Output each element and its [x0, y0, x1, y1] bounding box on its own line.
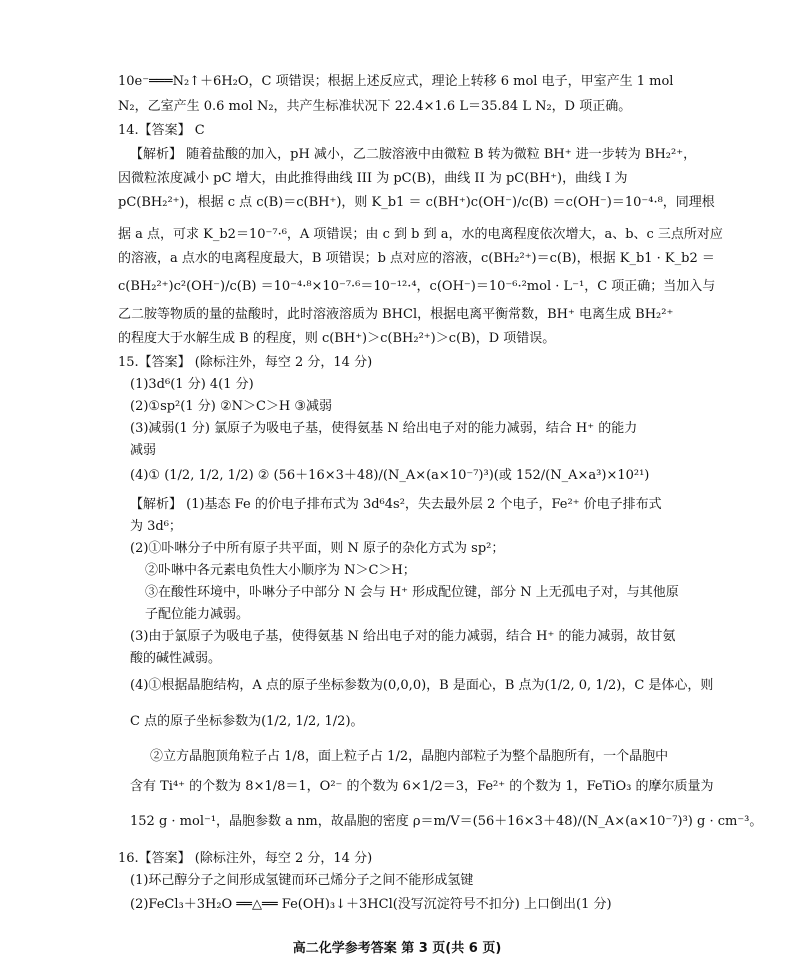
text-line-l27: C 点的原子坐标参数为(1/2, 1/2, 1/2)。 [130, 714, 364, 729]
text-line-l32: (1)环己醇分子之间形成氢键而环己烯分子之间不能形成氢键 [130, 873, 474, 888]
text-line-l14: (2)①sp²(1 分) ②N＞C＞H ③减弱 [130, 399, 333, 414]
text-line-l04: 【解析】 随着盐酸的加入，pH 减小，乙二胺溶液中由微粒 B 转为微粒 BH⁺ 进一步转为 BH₂²⁺， [130, 147, 697, 162]
text-line-l31: 16.【答案】 (除标注外，每空 2 分，14 分) [118, 851, 373, 866]
text-line-l25: 酸的碱性减弱。 [130, 651, 222, 666]
text-line-l05: 因微粒浓度减小 pC 增大，由此推得曲线 III 为 pC(B)，曲线 II 为 pC(BH⁺)，曲线 I 为 [118, 171, 628, 186]
text-line-l22: ③在酸性环境中，卟啉分子中部分 N 会与 H⁺ 形成配位键，部分 N 上无孤电子对，与其他原 [145, 585, 679, 600]
text-line-l15: (3)减弱(1 分) 氯原子为吸电子基，使得氨基 N 给出电子对的能力减弱，结合 H⁺ 的能力 [130, 421, 638, 436]
text-line-l20: (2)①卟啉分子中所有原子共平面，则 N 原子的杂化方式为 sp²； [130, 541, 505, 556]
text-line-l26: (4)①根据晶胞结构，A 点的原子坐标参数为(0,0,0)，B 是面心，B 点为(1/2, 0, 1/2)，C 是体心，则 [130, 678, 714, 693]
text-line-l29: 含有 Ti⁴⁺ 的个数为 8×1/8＝1，O²⁻ 的个数为 6×1/2＝3，Fe²⁺ 的个数为 1，FeTiO₃ 的摩尔质量为 [130, 779, 714, 794]
text-line-l10: 乙二胺等物质的量的盐酸时，此时溶液溶质为 BHCl，根据电离平衡常数，BH⁺ 电离生成 BH₂²⁺ [118, 307, 674, 322]
text-line-l28: ②立方晶胞顶角粒子占 1/8，面上粒子占 1/2，晶胞内部粒子为整个晶胞所有，一个晶胞中 [150, 749, 669, 764]
page-footer: 高二化学参考答案 第 3 页(共 6 页) [292, 941, 502, 956]
text-line-l18: 【解析】 (1)基态 Fe 的价电子排布式为 3d⁶4s²，失去最外层 2 个电子，Fe²⁺ 价电子排布式 [130, 497, 662, 512]
text-line-l30: 152 g · mol⁻¹，晶胞参数 a nm，故晶胞的密度 ρ＝m/V＝(56＋16×3＋48)/(N_A×(a×10⁻⁷)³) g · cm⁻³。 [130, 814, 763, 829]
text-line-l19: 为 3d⁶； [130, 519, 182, 534]
text-line-l33: (2)FeCl₃＋3H₂O ══△══ Fe(OH)₃↓＋3HCl(没写沉淀符号不扣分) 上口倒出(1 分) [130, 897, 612, 912]
text-line-l06: pC(BH₂²⁺)，根据 c 点 c(B)＝c(BH⁺)，则 K_b1 ＝ c(BH⁺)c(OH⁻)/c(B) ＝c(OH⁻)＝10⁻⁴·⁸，同理根 [118, 195, 715, 210]
text-line-l17: (4)① (1/2, 1/2, 1/2) ② (56＋16×3＋48)/(N_A×(a×10⁻⁷)³)(或 152/(N_A×a³)×10²¹) [130, 468, 650, 483]
text-line-l13: (1)3d⁶(1 分) 4(1 分) [130, 377, 254, 392]
text-line-l02: N₂，乙室产生 0.6 mol N₂，共产生标准状况下 22.4×1.6 L＝35.84 L N₂，D 项正确。 [118, 99, 632, 114]
text-line-l08: 的溶液，a 点水的电离程度最大，B 项错误；b 点对应的溶液，c(BH₂²⁺)＝c(B)，根据 K_b1 · K_b2 ＝ [118, 251, 715, 266]
text-line-l21: ②卟啉中各元素电负性大小顺序为 N＞C＞H； [145, 563, 416, 578]
text-line-l09: c(BH₂²⁺)c²(OH⁻)/c(B) ＝10⁻⁴·⁸×10⁻⁷·⁶＝10⁻¹²·⁴，c(OH⁻)＝10⁻⁶·²mol · L⁻¹，C 项正确；当加入与 [118, 279, 716, 294]
text-line-l24: (3)由于氯原子为吸电子基，使得氨基 N 给出电子对的能力减弱，结合 H⁺ 的能力减弱，故甘氨 [130, 629, 676, 644]
text-line-l03: 14.【答案】 C [118, 123, 205, 138]
text-line-l11: 的程度大于水解生成 B 的程度，则 c(BH⁺)＞c(BH₂²⁺)＞c(B)，D 项错误。 [118, 331, 556, 346]
text-line-l23: 子配位能力减弱。 [145, 607, 250, 622]
text-line-l01: 10e⁻═══N₂↑＋6H₂O，C 项错误；根据上述反应式，理论上转移 6 mol 电子，甲室产生 1 mol [118, 74, 674, 89]
text-line-l07: 据 a 点，可求 K_b2＝10⁻⁷·⁶，A 项错误；由 c 到 b 到 a，水的电离程度依次增大，a、b、c 三点所对应 [118, 227, 723, 242]
text-line-l16: 减弱 [130, 443, 157, 458]
text-line-l12: 15.【答案】 (除标注外，每空 2 分，14 分) [118, 355, 373, 370]
